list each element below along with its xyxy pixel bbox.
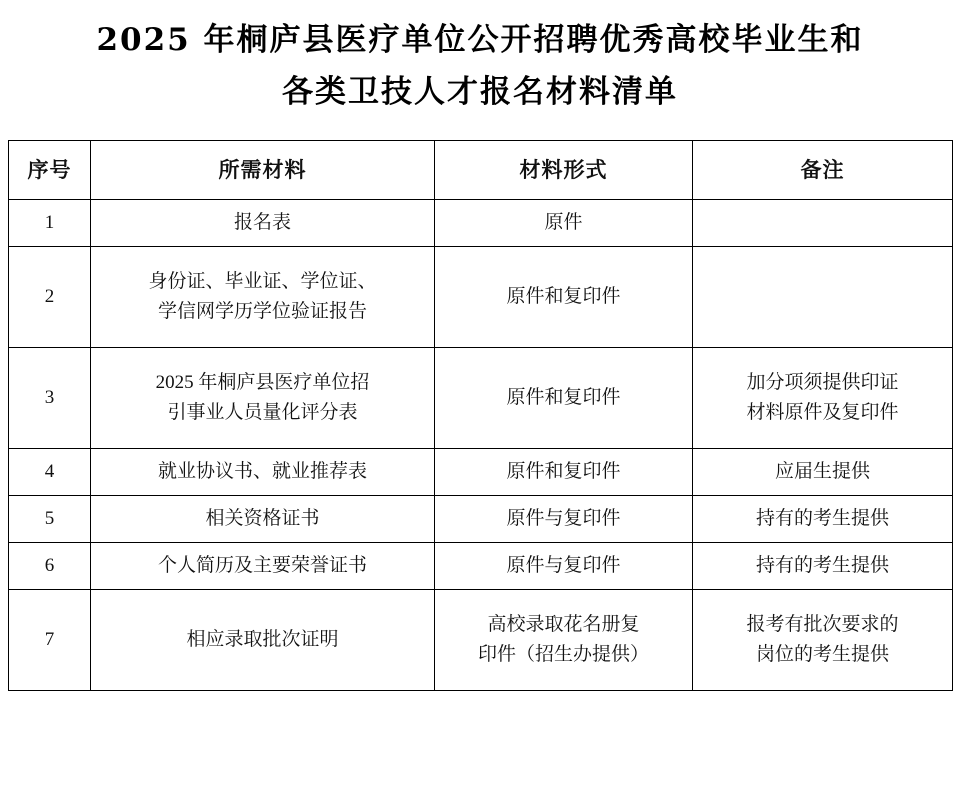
cell-form [435,543,693,590]
cell-remark-line: 应届生提供 [774,461,870,482]
cell-remark [693,496,953,543]
cell-form [435,496,693,543]
cell-remark-line: 材料原件及复印件 [746,402,899,423]
table-row [9,348,953,449]
table-row [9,247,953,348]
cell-material-line: 报名表 [233,212,291,233]
cell-material [91,496,435,543]
cell-index: 6 [9,543,91,590]
column-header-index: 序号 [9,141,91,200]
cell-form [435,247,693,348]
cell-form-line: 原件和复印件 [506,461,621,482]
cell-material-line: 个人简历及主要荣誉证书 [157,555,367,576]
cell-form [435,348,693,449]
cell-material [91,543,435,590]
cell-remark [693,200,953,247]
cell-index: 1 [9,200,91,247]
cell-index: 5 [9,496,91,543]
cell-form-line: 原件和复印件 [506,387,621,408]
cell-remark [693,247,953,348]
cell-remark [693,590,953,691]
cell-material-line: 就业协议书、就业推荐表 [157,461,367,482]
cell-material-line: 2025 年桐庐县医疗单位招 [155,372,370,393]
cell-material [91,590,435,691]
cell-form-line: 原件和复印件 [506,286,621,307]
cell-material-line: 身份证、毕业证、学位证、 [148,271,377,292]
cell-index: 2 [9,247,91,348]
cell-form-line: 原件与复印件 [506,555,621,576]
cell-material-line: 相关资格证书 [205,508,320,529]
cell-remark [693,543,953,590]
cell-material [91,200,435,247]
table-row [9,496,953,543]
table-header-row [9,141,953,200]
cell-material-line: 学信网学历学位验证报告 [157,301,367,322]
cell-remark-line: 持有的考生提供 [755,555,889,576]
cell-remark [693,348,953,449]
cell-material [91,247,435,348]
page-title-line-1: 2025 年桐庐县医疗单位公开招聘优秀高校毕业生和 [96,22,864,58]
cell-form-line: 原件与复印件 [506,508,621,529]
cell-form-line: 原件 [544,212,583,233]
cell-remark-line: 持有的考生提供 [755,508,889,529]
cell-form [435,200,693,247]
cell-remark-line: 报考有批次要求的 [746,614,899,635]
materials-table-container [0,118,960,691]
cell-index: 3 [9,348,91,449]
table-row [9,590,953,691]
page-title-line-2: 各类卫技人才报名材料清单 [282,74,678,110]
column-header-form: 材料形式 [435,141,693,200]
cell-material [91,348,435,449]
column-header-material: 所需材料 [91,141,435,200]
cell-remark [693,449,953,496]
cell-index: 7 [9,590,91,691]
page-title [0,0,960,118]
cell-form [435,449,693,496]
table-row [9,449,953,496]
cell-material [91,449,435,496]
table-row [9,543,953,590]
cell-form [435,590,693,691]
cell-form-line: 印件（招生办提供） [477,644,649,665]
cell-material-line: 引事业人员量化评分表 [167,402,358,423]
cell-form-line: 高校录取花名册复 [487,614,640,635]
cell-material-line: 相应录取批次证明 [186,629,339,650]
column-header-remark: 备注 [693,141,953,200]
cell-index: 4 [9,449,91,496]
table-row [9,200,953,247]
materials-table [8,140,953,691]
cell-remark-line: 加分项须提供印证 [746,372,899,393]
cell-remark-line: 岗位的考生提供 [755,644,889,665]
